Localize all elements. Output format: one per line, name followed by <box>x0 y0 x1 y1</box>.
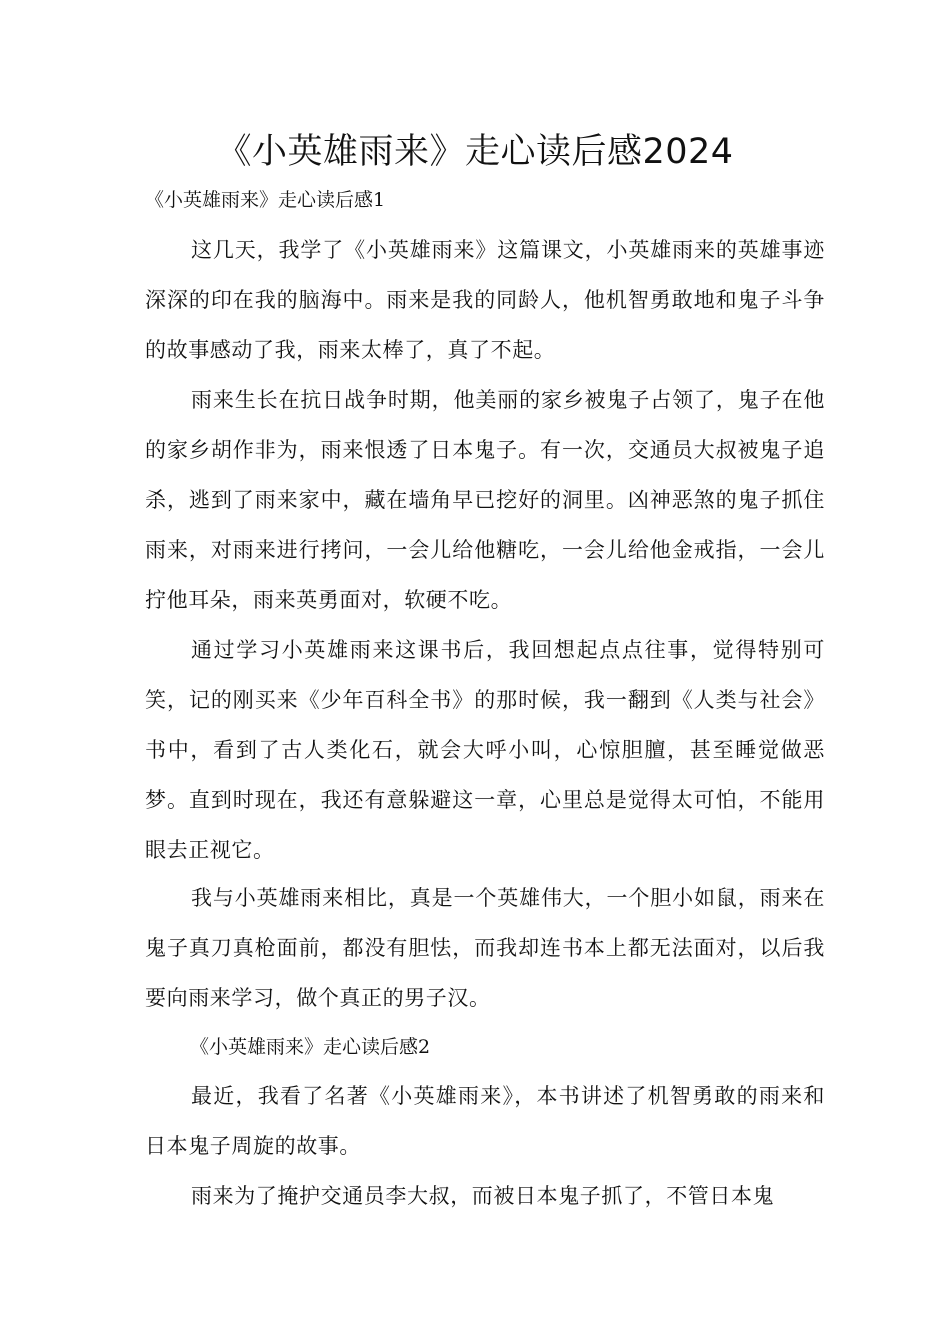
section-heading-2: 《小英雄雨来》走心读后感2 <box>190 1036 431 1058</box>
paragraph: 通过学习小英雄雨来这课书后，我回想起点点往事，觉得特别可笑，记的刚买来《少年百科全书》的那时候，我一翻到《人类与社会》书中，看到了古人类化石，就会大呼小叫，心惊胆膻，甚至睡觉做恶梦。直到时现在，我还有意躲避这一章，心里总是觉得太可怕，不能用眼去正视它。 <box>145 638 825 862</box>
paragraph: 雨来生长在抗日战争时期，他美丽的家乡被鬼子占领了，鬼子在他的家乡胡作非为，雨来恨透了日本鬼子。有一次，交通员大叔被鬼子追杀，逃到了雨来家中，藏在墙角早已挖好的洞里。凶神恶煞的鬼子抓住雨来，对雨来进行拷问，一会儿给他糖吃，一会儿给他金戒指，一会儿拧他耳朵，雨来英勇面对，软硬不吃。 <box>145 388 825 612</box>
paragraph: 最近，我看了名著《小英雄雨来》，本书讲述了机智勇敢的雨来和日本鬼子周旋的故事。 <box>145 1084 825 1158</box>
paragraph: 雨来为了掩护交通员李大叔，而被日本鬼子抓了，不管日本鬼 <box>191 1184 775 1208</box>
paragraph: 这几天，我学了《小英雄雨来》这篇课文，小英雄雨来的英雄事迹深深的印在我的脑海中。雨来是我的同龄人，他机智勇敢地和鬼子斗争的故事感动了我，雨来太棒了，真了不起。 <box>145 238 825 362</box>
section-heading-1: 《小英雄雨来》走心读后感1 <box>145 189 386 211</box>
document-title: 《小英雄雨来》走心读后感2024 <box>216 132 734 172</box>
paragraph: 我与小英雄雨来相比，真是一个英雄伟大，一个胆小如鼠，雨来在鬼子真刀真枪面前，都没有胆怯，而我却连书本上都无法面对，以后我要向雨来学习，做个真正的男子汉。 <box>145 886 825 1010</box>
